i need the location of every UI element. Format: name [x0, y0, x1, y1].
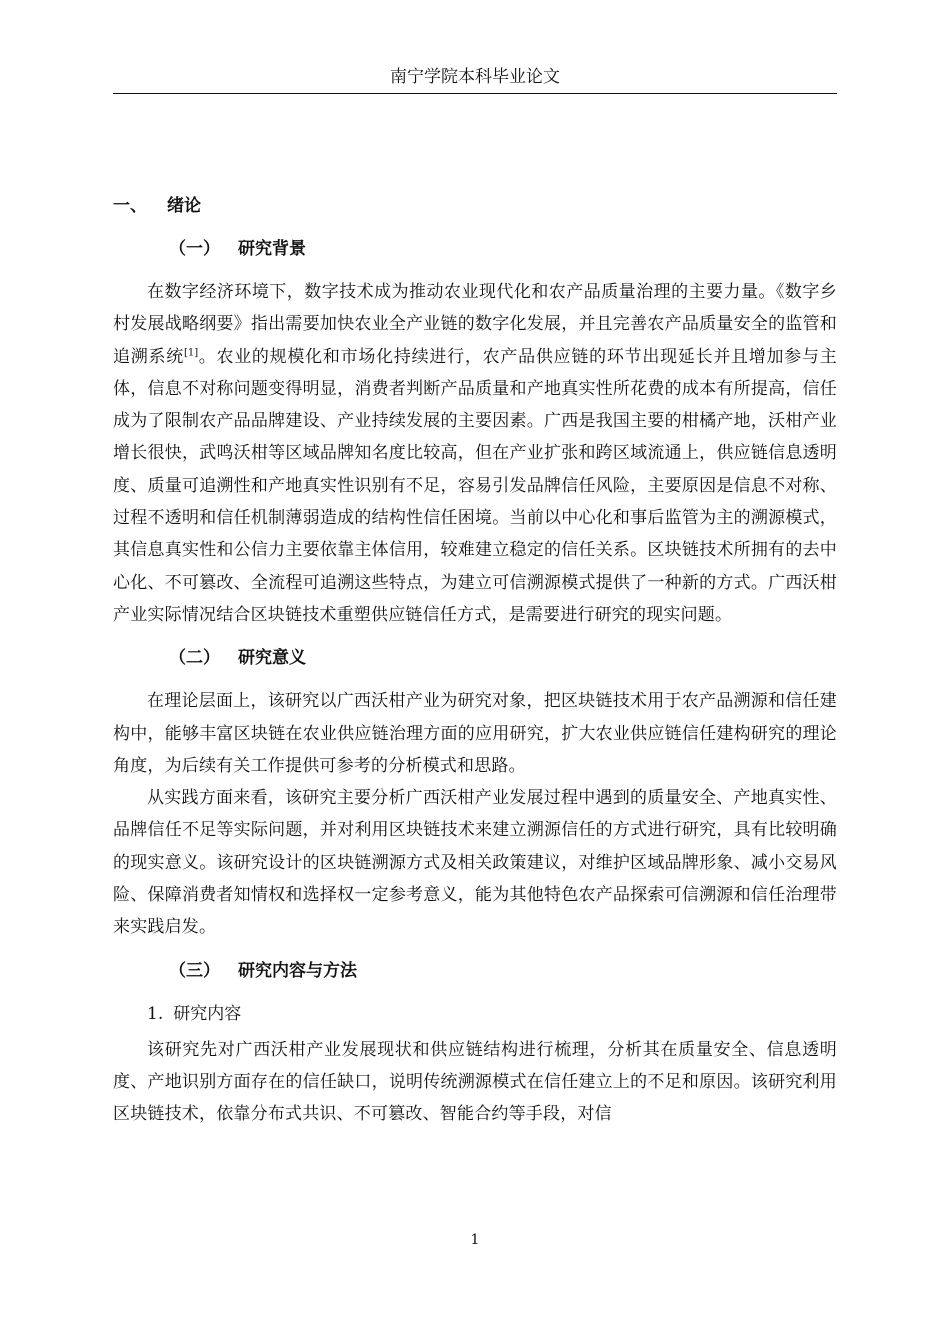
page-number: 1: [470, 1232, 480, 1248]
paragraph-research-content: 该研究先对广西沃柑产业发展现状和供应链结构进行梳理，分析其在质量安全、信息透明度、产地识别方面存在的信任缺口，说明传统溯源模式在信任建立上的不足和原因。该研究利用区块链技术，依靠分布式共识、不可篡改、智能合约等手段，对信: [113, 1039, 837, 1125]
paragraph-background: [113, 276, 837, 631]
subsection-title: 研究内容: [173, 1003, 242, 1024]
section-heading-background: [169, 233, 837, 265]
running-header: 南宁学院本科毕业论文: [113, 66, 837, 94]
section-title: 研究背景: [238, 239, 306, 259]
subsection-heading-content: [147, 998, 837, 1030]
paragraph-theory: 在理论层面上，该研究以广西沃柑产业为研究对象，把区块链技术用于农产品溯源和信任建构中，能够丰富区块链在农业供应链治理方面的应用研究，扩大农业供应链信任建构研究的理论角度，为后续有关工作提供可参考的分析模式和思路。: [113, 691, 837, 776]
section-number: （二）: [169, 648, 220, 669]
section-title: 研究内容与方法: [238, 960, 357, 981]
section-heading-significance: [169, 642, 837, 674]
chapter-title: 绪论: [167, 196, 201, 216]
section-number: （一）: [169, 239, 220, 259]
subsection-number: 1.: [147, 1003, 164, 1024]
section-title: 研究意义: [238, 648, 306, 669]
paragraph-practice: 从实践方面来看，该研究主要分析广西沃柑产业发展过程中遇到的质量安全、产地真实性、品牌信任不足等实际问题，并对利用区块链技术来建立溯源信任的方式进行研究，具有比较明确的现实意义。该研究设计的区块链溯源方式及相关政策建议，对维护区域品牌形象、减小交易风险、保障消费者知情权和选择权一定参考意义，能为其他特色农产品探索可信溯源和信任治理带来实践启发。: [113, 788, 837, 938]
section-number: （三）: [169, 960, 220, 981]
citation-ref: [1]: [183, 346, 199, 358]
paragraph-text: 。农业的规模化和市场化持续进行，农产品供应链的环节出现延长并且增加参与主体，信息不对称问题变得明显，消费者判断产品质量和产地真实性所花费的成本有所提高，信任成为了限制农产品品牌建设、产业持续发展的主要因素。广西是我国主要的柑橘产地，沃柑产业增长很快，武鸣沃柑等区域品牌知名度比较高，但在产业扩张和跨区域流通上，供应链信息透明度、质量可追溯性和产地真实性识别有不足，容易引发品牌信任风险，主要原因是信息不对称、过程不透明和信任机制薄弱造成的结构性信任困境。当前以中心化和事后监管为主的溯源模式，其信息真实性和公信力主要依靠主体信用，较难建立稳定的信任关系。区块链技术所拥有的去中心化、不可篡改、全流程可追溯这些特点，为建立可信溯源模式提供了一种新的方式。广西沃柑产业实际情况结合区块链技术重塑供应链信任方式，是需要进行研究的现实问题。: [113, 346, 837, 625]
document-body: [113, 190, 837, 1131]
section-heading-content-method: [169, 955, 837, 987]
paragraph-text: 在数字经济环境下，数字技术成为推动农业现代化和农产品质量治理的主要力量。《数字乡村发展战略纲要》指出需要加快农业全产业链的数字化发展，并且完善农产品质量安全的监管和追溯系统: [113, 282, 837, 367]
chapter-heading: [113, 190, 837, 222]
chapter-number: 一、: [113, 196, 147, 216]
